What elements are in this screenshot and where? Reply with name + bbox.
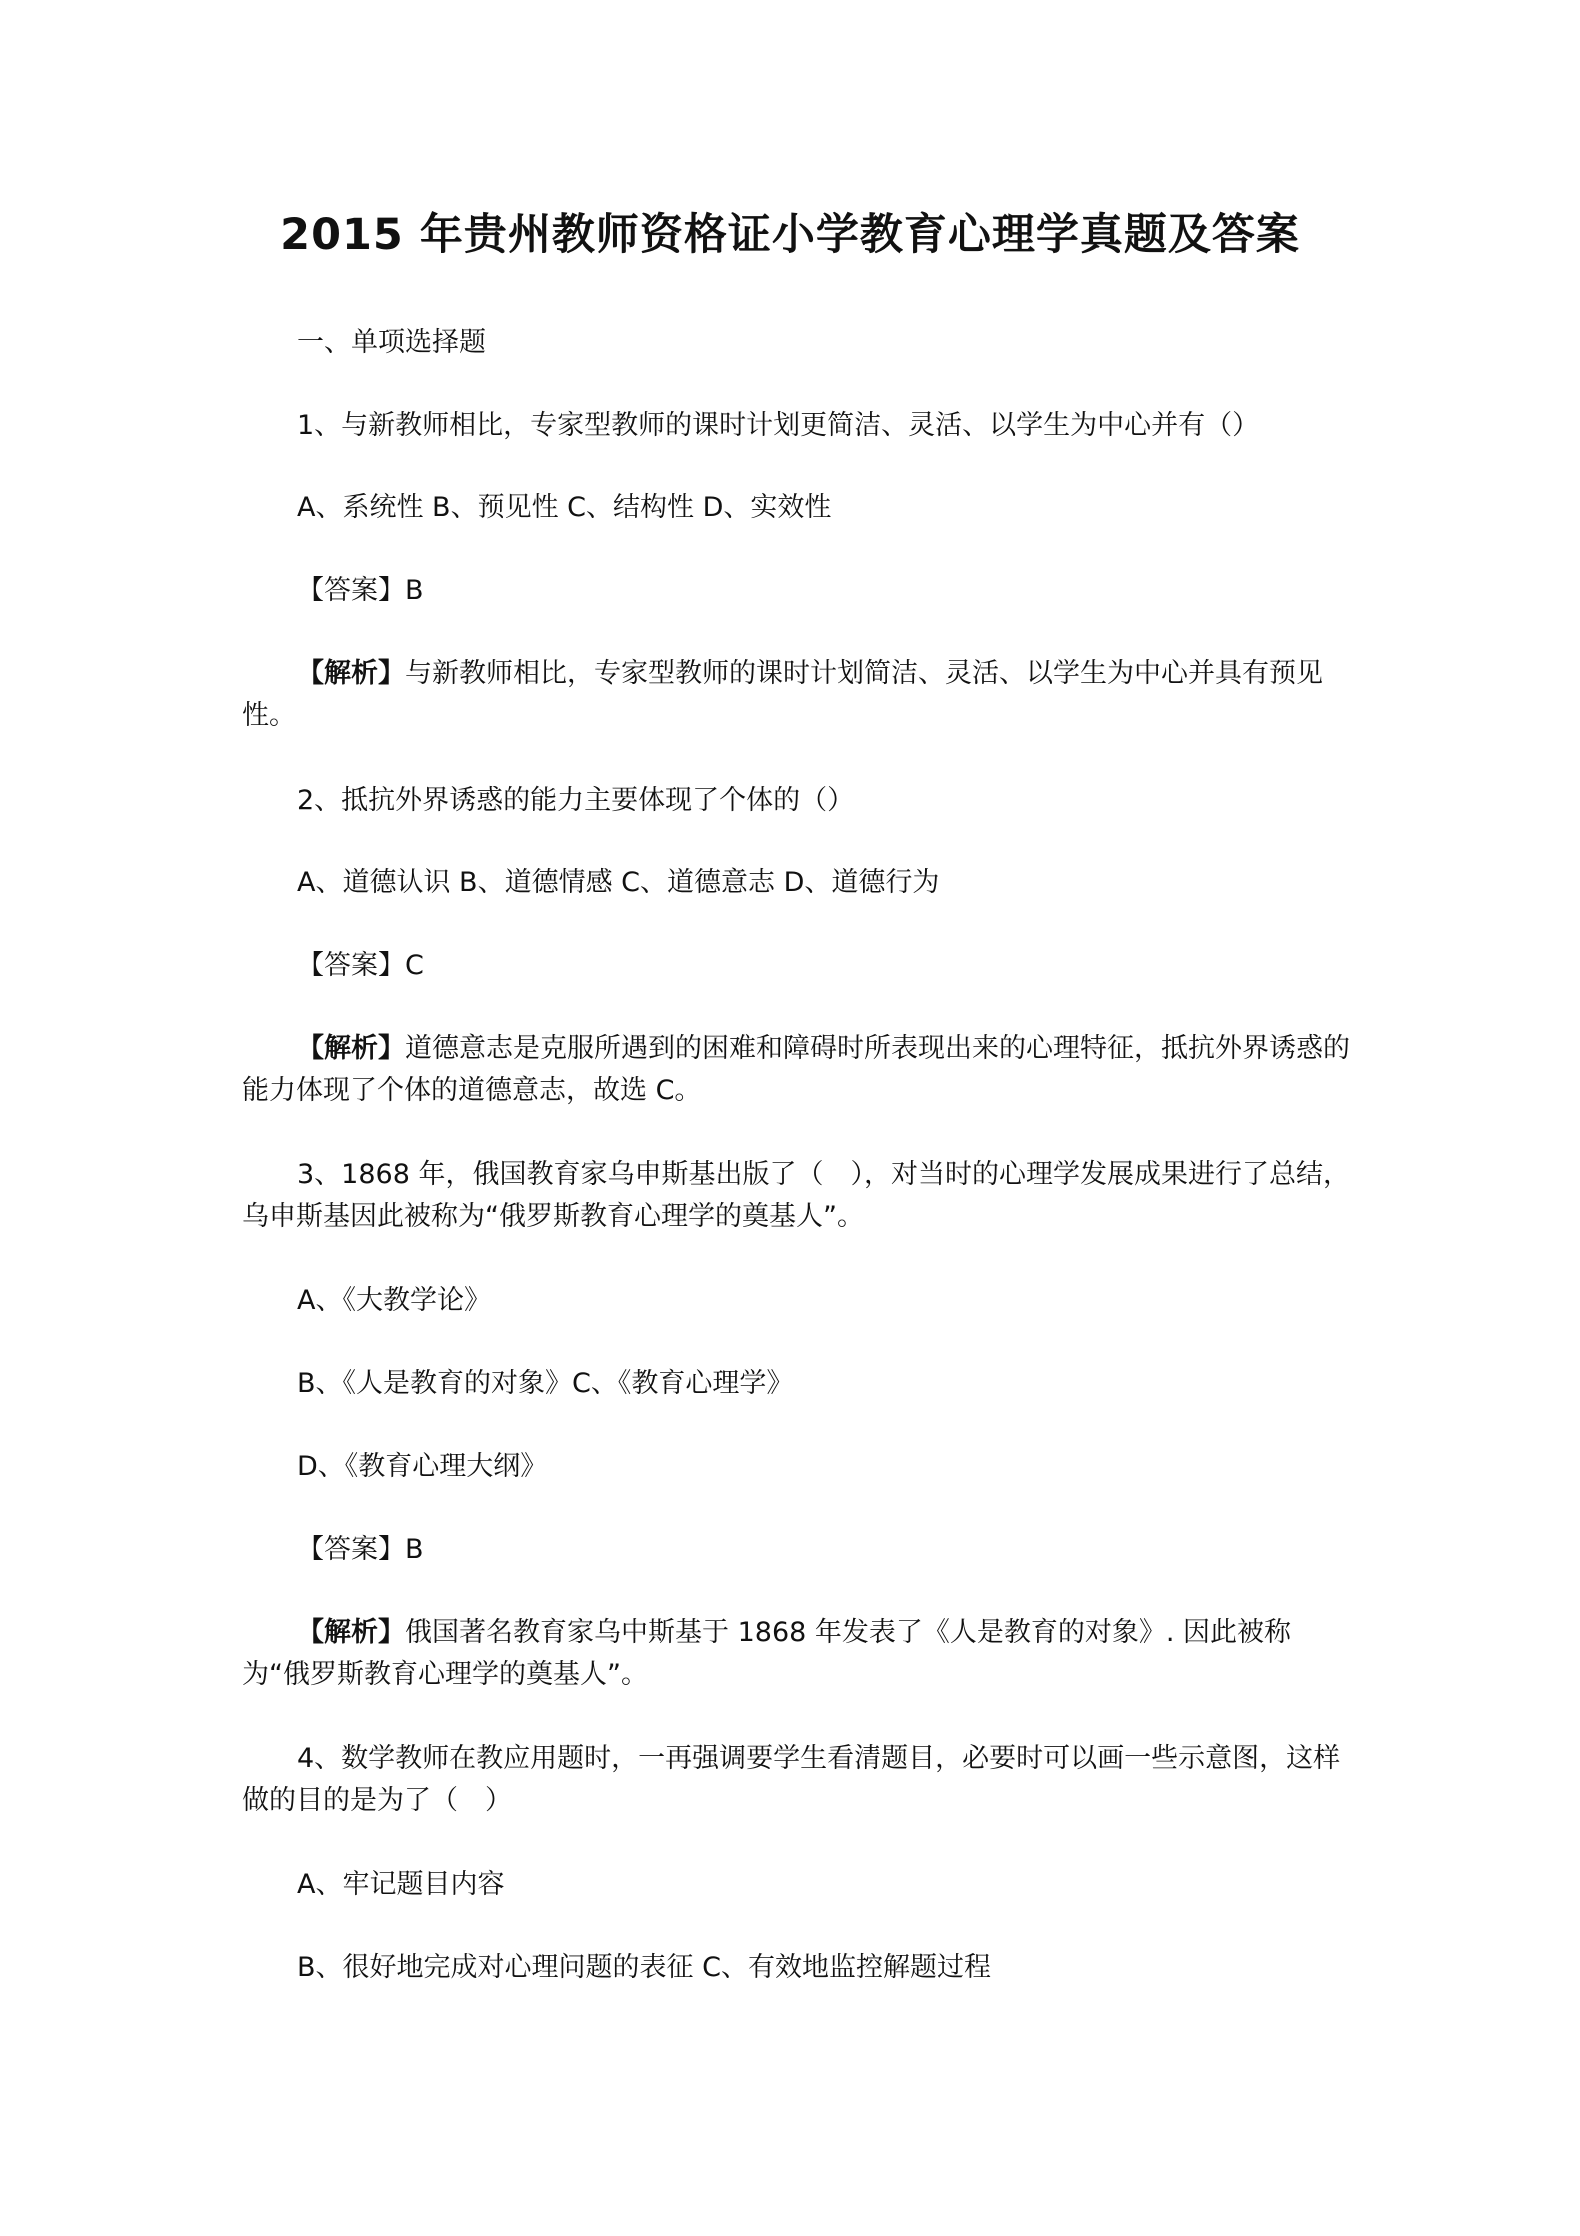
q4-option-bc: B、很好地完成对心理问题的表征 C、有效地监控解题过程 <box>297 1952 991 1983</box>
answer-label: 【答案】 <box>297 1534 405 1565</box>
q1-options: A、系统性 B、预见性 C、结构性 D、实效性 <box>297 492 832 523</box>
analysis-text: 与新教师相比，专家型教师的课时计划简洁、灵活、以学生为中心并具有预见性。 <box>242 658 1323 731</box>
q3-option-d: D、《教育心理大纲》 <box>297 1451 548 1482</box>
q4-option-a: A、牢记题目内容 <box>297 1869 505 1900</box>
answer-label: 【答案】 <box>297 950 405 981</box>
answer-value: B <box>405 1534 424 1565</box>
answer-value: B <box>405 575 424 606</box>
document-title: 2015 年贵州教师资格证小学教育心理学真题及答案 <box>280 210 1300 260</box>
q2-answer <box>242 945 1352 987</box>
q3-answer <box>242 1529 1352 1571</box>
q1-analysis <box>242 653 1352 737</box>
q3-option-bc: B、《人是教育的对象》C、《教育心理学》 <box>297 1368 794 1399</box>
answer-value: C <box>405 950 424 981</box>
section-heading: 一、单项选择题 <box>297 327 486 358</box>
q3-analysis <box>242 1612 1352 1696</box>
q1-answer <box>242 570 1352 612</box>
q4-question: 4、数学教师在教应用题时，一再强调要学生看清题目，必要时可以画一些示意图，这样做的目的是为了（ ） <box>242 1743 1341 1816</box>
q2-analysis <box>242 1028 1352 1112</box>
q2-options: A、道德认识 B、道德情感 C、道德意志 D、道德行为 <box>297 867 940 898</box>
analysis-label: 【解析】 <box>297 1033 405 1064</box>
analysis-text: 道德意志是克服所遇到的困难和障碍时所表现出来的心理特征，抵抗外界诱惑的能力体现了个体的道德意志，故选 C。 <box>242 1033 1350 1106</box>
analysis-label: 【解析】 <box>297 658 405 689</box>
q1-question: 1、与新教师相比，专家型教师的课时计划更简洁、灵活、以学生为中心并有（） <box>297 410 1260 441</box>
analysis-label: 【解析】 <box>297 1617 405 1648</box>
q3-question: 3、1868 年，俄国教育家乌申斯基出版了（ ），对当时的心理学发展成果进行了总结，乌申斯基因此被称为“俄罗斯教育心理学的奠基人”。 <box>242 1159 1350 1232</box>
answer-label: 【答案】 <box>297 575 405 606</box>
analysis-text: 俄国著名教育家乌中斯基于 1868 年发表了《人是教育的对象》. 因此被称为“俄罗斯教育心理学的奠基人”。 <box>242 1617 1292 1690</box>
q2-question: 2、抵抗外界诱惑的能力主要体现了个体的（） <box>297 785 855 816</box>
q3-option-a: A、《大教学论》 <box>297 1285 491 1316</box>
